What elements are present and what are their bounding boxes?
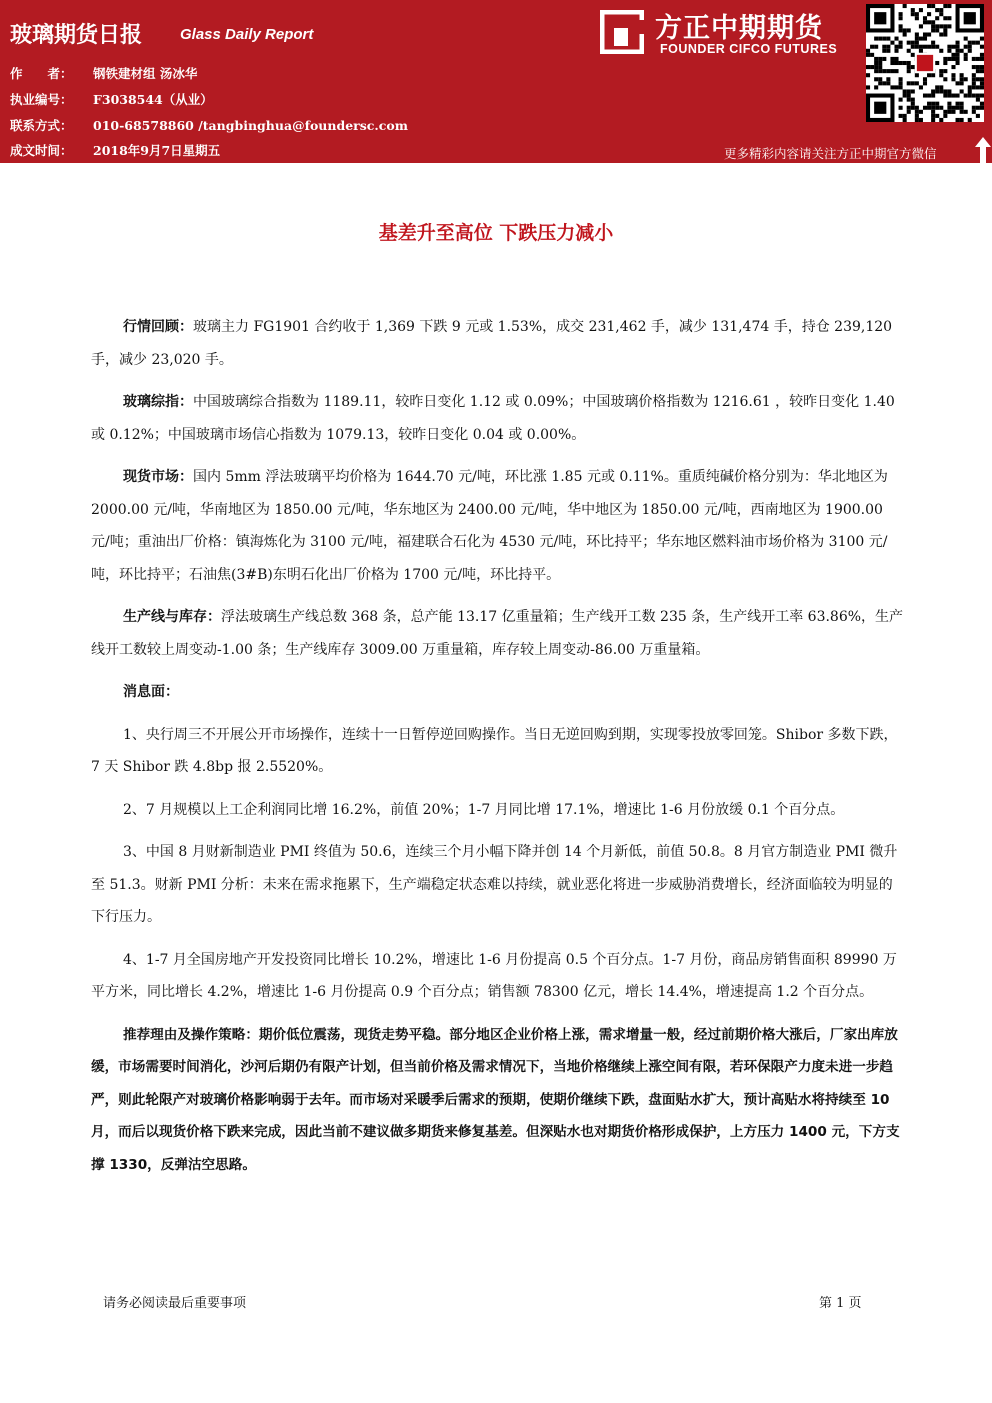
paragraph-strategy: 推荐理由及操作策略：期价低位震荡，现货走势平稳。部分地区企业价格上涨，需求增量一般，经过前期价格大涨后，厂家出库放缓，市场需要时间消化，沙河后期仍有限产计划，但当前价格及需求情况下，当地价格继续上涨空间有限，若环保限产力度未进一步趋严，则此轮限产对玻璃价格影响弱于去年。而市场对采暖季后需求的预期，使期价继续下跌，盘面贴水扩大，预计高贴水将持续至 10 月，而后以现货价格下跌来完成，因此当前不建议做多期货来修复基差。但深贴水也对期货价格形成保护，上方压力 1400 元，下方支撑 1330，反弹沽空思路。 — [91, 1026, 900, 1173]
paragraph-key: 消息面： — [123, 684, 179, 700]
follow-wechat-text: 更多精彩内容请关注方正中期官方微信 — [724, 146, 937, 161]
logo-text-en: FOUNDER CIFCO FUTURES — [660, 42, 838, 56]
paragraph-market-review — [91, 311, 905, 376]
article-body — [91, 311, 905, 1191]
meta-value: 010-68578860 /tangbinghua@foundersc.com — [93, 118, 408, 133]
paragraph-text: 浮法玻璃生产线总数 368 条，总产能 13.17 亿重量箱；生产线开工数 235 条，生产线开工率 63.86%，生产线开工数较上周变动-1.00 条；生产线库存 3009.00 万重量箱，库存较上周变动-86.00 万重量箱。 — [91, 609, 904, 658]
meta-value: 2018年9月7日星期五 — [93, 143, 221, 158]
paragraph-news-heading — [91, 676, 905, 709]
paragraph-key: 现货市场： — [123, 469, 193, 485]
report-header — [0, 0, 992, 163]
meta-value: 钢铁建材组 汤冰华 — [93, 66, 198, 81]
meta-label: 成文时间： — [10, 143, 73, 158]
footer-page-number: 第 1 页 — [819, 1296, 862, 1311]
paragraph-glass-index — [91, 386, 905, 451]
paragraph-text: 1、央行周三不开展公开市场操作，连续十一日暂停逆回购操作。当日无逆回购到期，实现零投放零回笼。Shibor 多数下跌，7 天 Shibor 跌 4.8bp 报 2.5520%。 — [91, 726, 898, 775]
paragraph-news-1 — [91, 719, 905, 784]
report-title-en: Glass Daily Report — [180, 26, 314, 43]
meta-license — [10, 90, 213, 108]
paragraph-text: 中国玻璃综合指数为 1189.11，较昨日变化 1.12 或 0.09%；中国玻璃价格指数为 1216.61 ，较昨日变化 1.40 或 0.12%；中国玻璃市场信心指数为 1079.13，较昨日变化 0.04 或 0.00%。 — [91, 394, 895, 443]
meta-label: 作 者： — [10, 66, 73, 81]
paragraph-news-2 — [91, 794, 905, 827]
paragraph-key: 玻璃综指： — [123, 394, 193, 410]
meta-contact — [10, 116, 408, 134]
up-arrow-icon — [975, 137, 991, 163]
paragraph-text: 国内 5mm 浮法玻璃平均价格为 1644.70 元/吨，环比涨 1.85 元或 0.11%。重质纯碱价格分别为：华北地区为 2000.00 元/吨，华南地区为 1850.00 元/吨，华东地区为 2400.00 元/吨，华中地区为 1850.00 元/吨，西南地区为 1900.00 元/吨；重油出厂价格：镇海炼化为 3100 元/吨，福建联合石化为 4530 元/吨，环比持平；华东地区燃料油市场价格为 3100 元/吨，环比持平；石油焦(3#B)东明石化出厂价格为 1700 元/吨，环比持平。 — [91, 469, 888, 583]
paragraph-news-3 — [91, 836, 905, 934]
paragraph-text: 3、中国 8 月财新制造业 PMI 终值为 50.6，连续三个月小幅下降并创 14 个月新低，前值 50.8。8 月官方制造业 PMI 微升至 51.3。财新 PMI 分析：未来在需求拖累下，生产端稳定状态难以持续，就业恶化将进一步威胁消费增长，经济面临较为明显的下行压力。 — [91, 844, 898, 925]
paragraph-key: 行情回顾： — [123, 319, 193, 335]
paragraph-news-4 — [91, 944, 905, 1009]
paragraph-key: 生产线与库存： — [123, 609, 221, 625]
paragraph-spot-market — [91, 461, 905, 591]
meta-label: 执业编号： — [10, 92, 73, 107]
logo-text-cn: 方正中期期货 — [655, 13, 823, 44]
founder-logo-icon — [600, 10, 644, 54]
wechat-qr-code — [866, 4, 984, 122]
meta-value: F3038544（从业） — [93, 92, 213, 107]
meta-date — [10, 141, 220, 159]
paragraph-text: 玻璃主力 FG1901 合约收于 1,369 下跌 9 元或 1.53%，成交 231,462 手，减少 131,474 手，持仓 239,120 手，减少 23,020 手。 — [91, 319, 893, 368]
footer-disclaimer: 请务必阅读最后重要事项 — [103, 1296, 247, 1311]
paragraph-text: 4、1-7 月全国房地产开发投资同比增长 10.2%，增速比 1-6 月份提高 0.5 个百分点。1-7 月份，商品房销售面积 89990 万平方米，同比增长 4.2%，增速比 1-6 月份提高 0.9 个百分点；销售额 78300 亿元，增长 14.4%，增速提高 1.2 个百分点。 — [91, 951, 897, 1000]
article-title: 基差升至高位 下跌压力减小 — [378, 222, 614, 244]
qr-code-icon — [866, 4, 984, 122]
paragraph-production-inventory — [91, 601, 905, 666]
report-title-cn: 玻璃期货日报 — [10, 23, 143, 48]
meta-label: 联系方式： — [10, 118, 73, 133]
meta-author — [10, 64, 197, 82]
paragraph-text: 2、7 月规模以上工企利润同比增 16.2%，前值 20%；1-7 月同比增 17.1%，增速比 1-6 月份放缓 0.1 个百分点。 — [123, 801, 845, 818]
